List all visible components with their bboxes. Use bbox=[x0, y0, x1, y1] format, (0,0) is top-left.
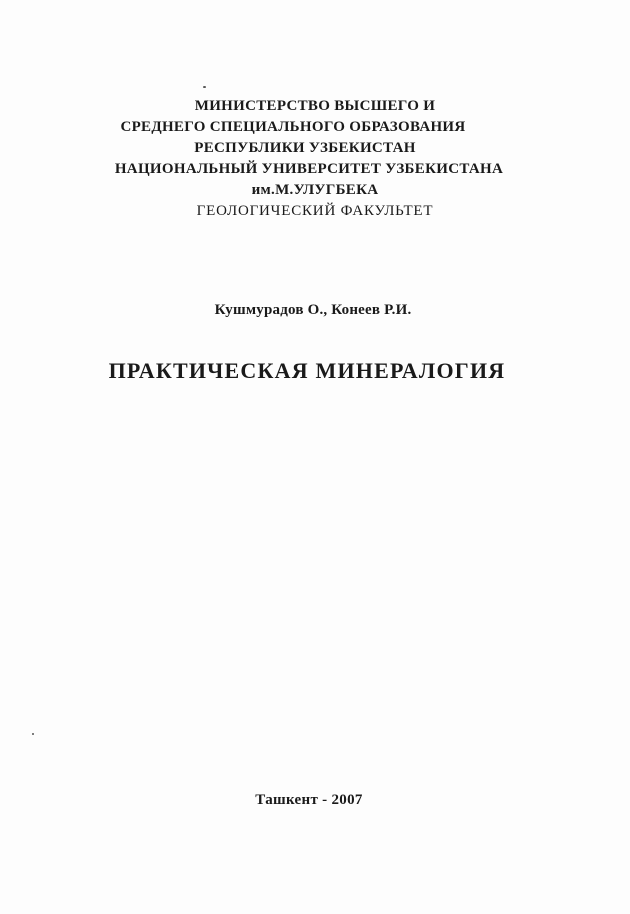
authors: Кушмурадов О., Конеев Р.И. bbox=[214, 302, 412, 318]
header-line-education: СРЕДНЕГО СПЕЦИАЛЬНОГО ОБРАЗОВАНИЯ bbox=[120, 119, 466, 135]
scan-speck bbox=[32, 733, 34, 735]
header-line-named-after: им.М.УЛУГБЕКА bbox=[251, 182, 379, 198]
header-line-republic: РЕСПУБЛИКИ УЗБЕКИСТАН bbox=[194, 140, 416, 156]
book-title: ПРАКТИЧЕСКАЯ МИНЕРАЛОГИЯ bbox=[108, 358, 506, 383]
place-year: Ташкент - 2007 bbox=[255, 792, 363, 808]
scan-speck bbox=[203, 86, 206, 88]
header-line-ministry: МИНИСТЕРСТВО ВЫСШЕГО И bbox=[194, 98, 436, 114]
header-line-faculty: ГЕОЛОГИЧЕСКИЙ ФАКУЛЬТЕТ bbox=[196, 203, 434, 219]
header-line-university: НАЦИОНАЛЬНЫЙ УНИВЕРСИТЕТ УЗБЕКИСТАНА bbox=[114, 161, 504, 177]
institution-header bbox=[0, 96, 630, 222]
